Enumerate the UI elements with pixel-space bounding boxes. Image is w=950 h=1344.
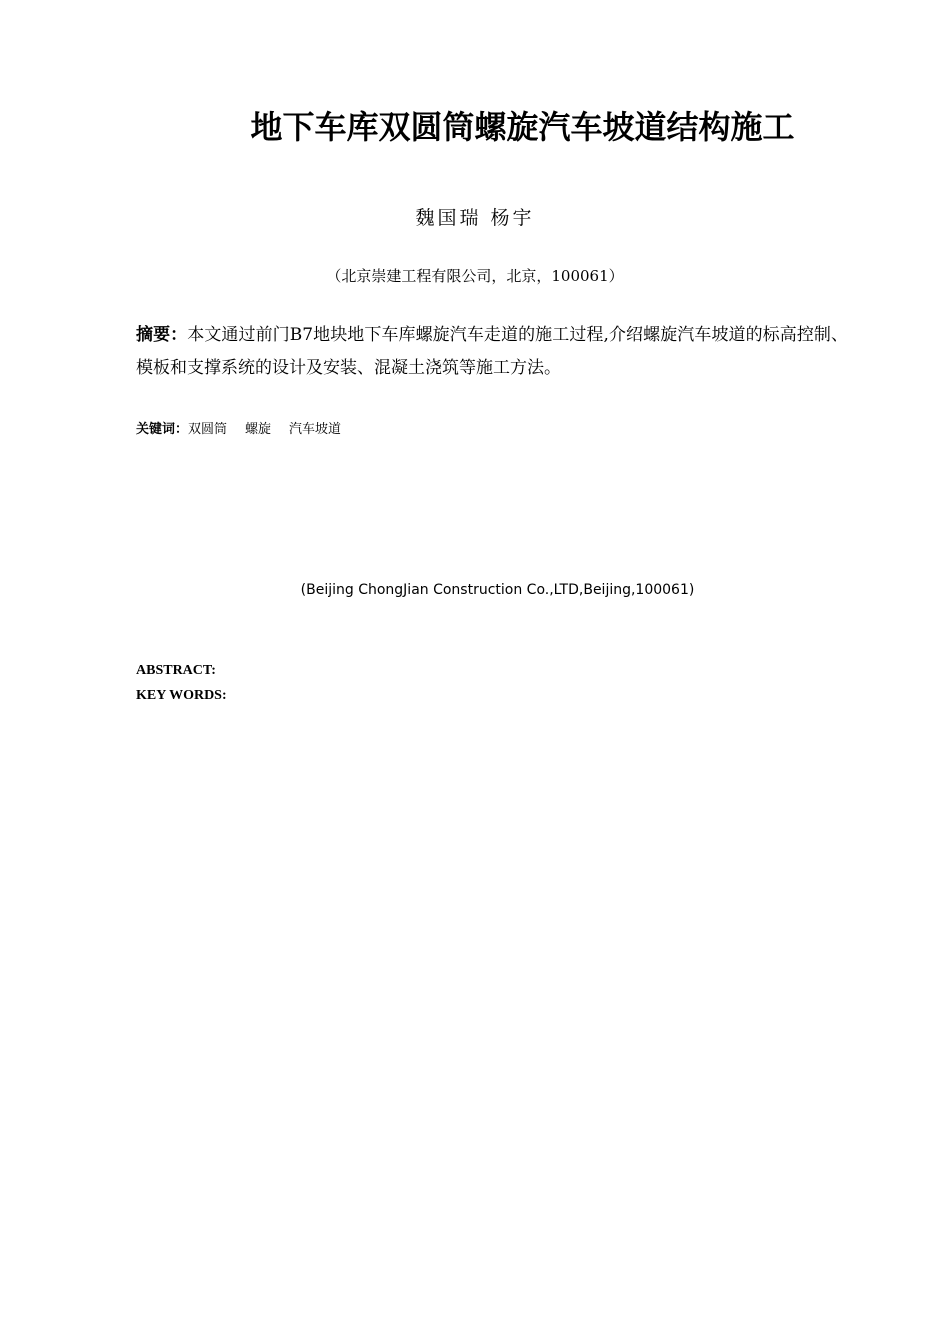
abstract-cn-text: 本文通过前门B7地块地下车库螺旋汽车走道的施工过程,介绍螺旋汽车坡道的标高控制、模板和支撑系统的设计及安装、混凝土浇筑等施工方法。 xyxy=(136,325,849,378)
keywords-en-label: KEY WORDS: xyxy=(136,688,227,703)
affiliation-en: (Beijing ChongJian Construction Co.,LTD,Beijing,100061) xyxy=(300,582,695,598)
keyword-item: 汽车坡道 xyxy=(289,422,342,437)
keywords-cn xyxy=(136,420,848,440)
paper-title: 地下车库双圆筒螺旋汽车坡道结构施工 xyxy=(250,108,795,146)
keywords-cn-label: 关键词： xyxy=(136,422,189,437)
abstract-cn-label: 摘要： xyxy=(136,325,188,345)
affiliation-cn-code: 100061 xyxy=(551,267,609,285)
affiliation-cn-close: ） xyxy=(608,267,624,285)
abstract-en-label: ABSTRACT: xyxy=(136,663,216,678)
keyword-item: 双圆筒 xyxy=(188,422,228,437)
affiliation-cn-open: （ xyxy=(326,267,342,285)
keyword-item: 螺旋 xyxy=(245,422,272,437)
affiliation-cn xyxy=(0,264,950,288)
affiliation-cn-name: 北京崇建工程有限公司，北京， xyxy=(341,267,552,285)
abstract-cn xyxy=(136,319,848,385)
authors: 魏国瑞 杨宇 xyxy=(415,207,535,229)
